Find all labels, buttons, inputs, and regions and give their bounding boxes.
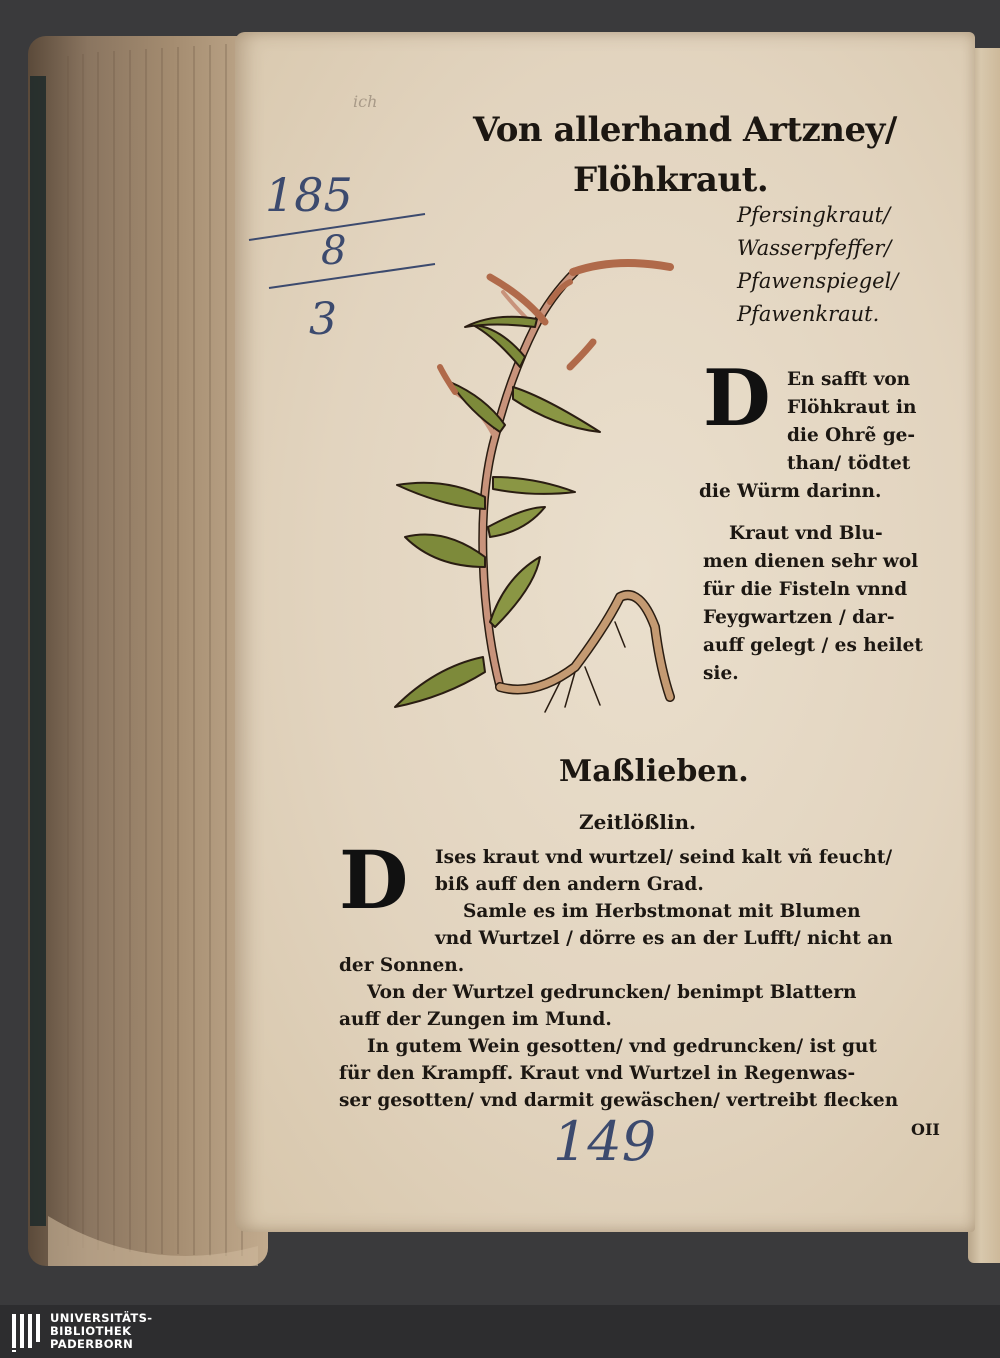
synonym-1: Pfersingkraut/ [737, 203, 891, 227]
section-subtitle-zeitlosslin: Zeitlößlin. [579, 810, 696, 834]
body-line-1: Ises kraut vnd wurtzel/ seind kalt vñ feucht/ [435, 847, 893, 868]
para2-line-2: men dienen sehr wol [703, 551, 919, 572]
para1-line-5: die Würm darinn. [699, 481, 882, 502]
synonym-4: Pfawenkraut. [737, 302, 880, 326]
logo-line-3: PADERBORN [50, 1337, 134, 1351]
section-title-flohkraut: Flöhkraut. [573, 160, 769, 200]
para1-line-4: than/ tödtet [787, 453, 911, 474]
body-line-7: auff der Zungen im Mund. [339, 1009, 612, 1030]
handwritten-page-number: 149 [553, 1110, 657, 1173]
handwritten-shelfmark-top: 185 [265, 168, 353, 222]
para1-line-2: Flöhkraut in [787, 397, 917, 418]
body-line-8: In gutem Wein gesotten/ vnd gedruncken/ ist gut [367, 1036, 877, 1057]
section-title-masslieben: Maßlieben. [559, 754, 749, 789]
para2-line-6: sie. [703, 663, 739, 684]
body-line-9: für den Krampff. Kraut vnd Wurtzel in Regenwas- [339, 1063, 856, 1084]
running-head: Von allerhand Artzney/ [473, 110, 897, 150]
body-line-10: ser gesotten/ vnd darmit gewäschen/ vertreibt flecken [339, 1090, 899, 1111]
body-line-2: biß auff den andern Grad. [435, 874, 704, 895]
signature-mark: OII [911, 1120, 940, 1139]
logo-line-1: UNIVERSITÄTS- [50, 1311, 153, 1325]
footer-bar [0, 1305, 1000, 1358]
handwritten-shelfmark-mid: 8 [321, 228, 347, 274]
para1-line-1: En safft von [787, 369, 911, 390]
synonym-2: Wasserpfeffer/ [737, 236, 892, 260]
para2-line-3: für die Fisteln vnnd [703, 579, 908, 600]
body-line-5: der Sonnen. [339, 955, 465, 976]
body-line-3: Samle es im Herbstmonat mit Blumen [463, 901, 861, 922]
para1-line-3: die Ohrẽ ge- [787, 425, 916, 446]
para2-line-1: Kraut vnd Blu- [729, 523, 883, 544]
para2-line-5: auff gelegt / es heilet [703, 635, 923, 656]
library-logo-icon [12, 1312, 44, 1352]
faint-mark: ich [353, 92, 378, 111]
plant-woodcut-illustration [385, 227, 695, 727]
body-line-6: Von der Wurtzel gedruncken/ benimpt Blattern [367, 982, 857, 1003]
library-logo-text [50, 1312, 152, 1351]
body-line-4: vnd Wurtzel / dörre es an der Lufft/ nicht an [435, 928, 893, 949]
synonym-3: Pfawenspiegel/ [737, 269, 899, 293]
decorative-initial-1: D [703, 353, 771, 444]
decorative-initial-2: D [339, 833, 409, 927]
logo-line-2: BIBLIOTHEK [50, 1324, 132, 1338]
para2-line-4: Feygwartzen / dar- [703, 607, 895, 628]
handwritten-shelfmark-bottom: 3 [309, 294, 337, 345]
book-page [235, 32, 975, 1232]
book-page-edges [28, 36, 268, 1266]
